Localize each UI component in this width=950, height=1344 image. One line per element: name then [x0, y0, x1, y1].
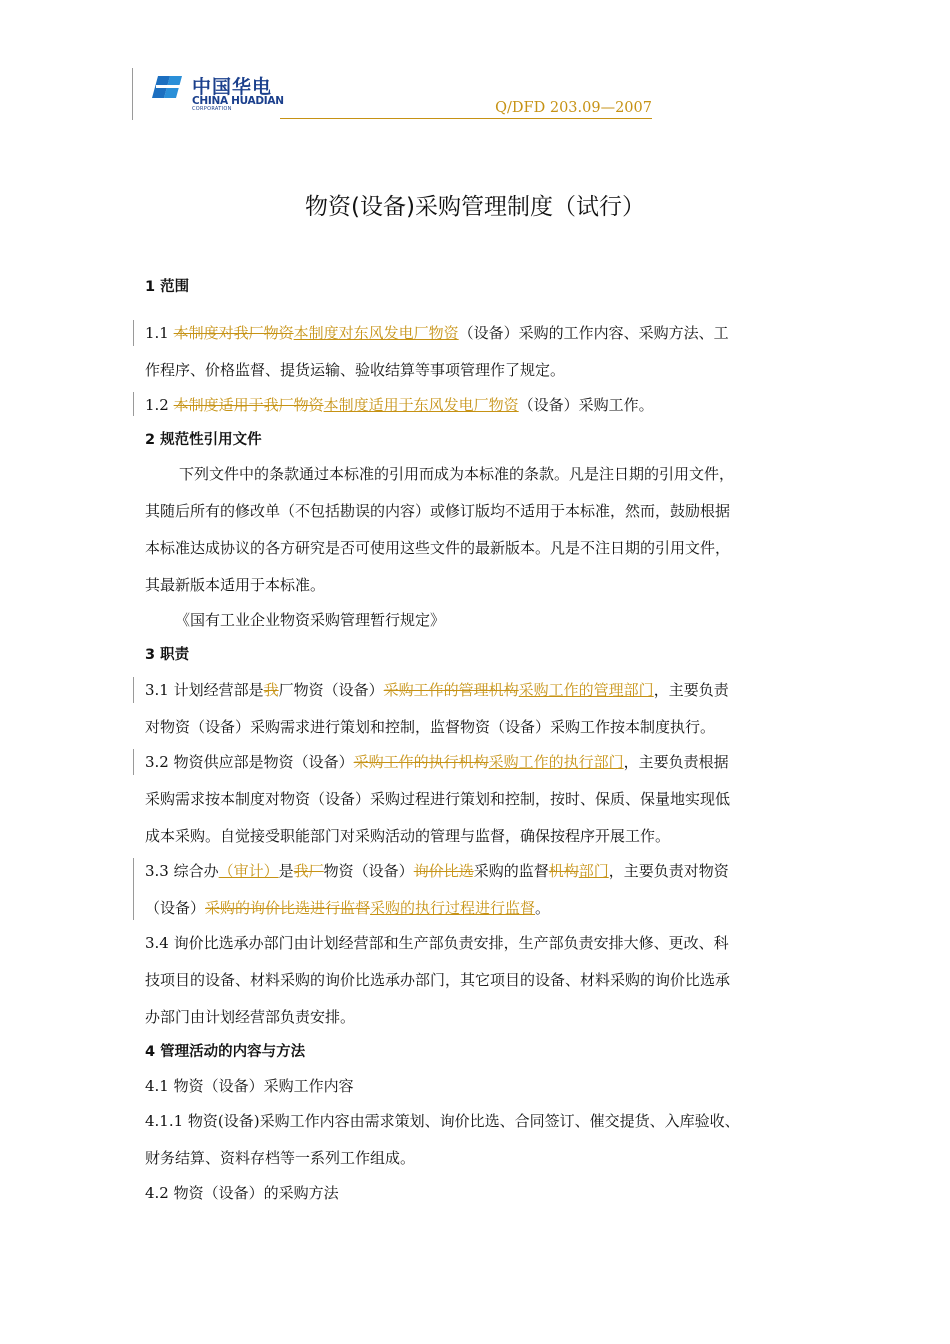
text: 。	[535, 899, 551, 917]
inserted-text: 本制度适用于东风发电厂物资	[323, 396, 519, 414]
paragraph-4-2: 4.2 物资（设备）的采购方法	[145, 1184, 339, 1202]
paragraph-3-2-cont1: 采购需求按本制度对物资（设备）采购过程进行策划和控制，按时、保质、保量地实现低	[145, 790, 731, 808]
inserted-text: 采购工作的执行部门	[488, 753, 624, 771]
paragraph-4-1-1-line2: 财务结算、资料存档等一系列工作组成。	[145, 1149, 416, 1167]
logo-text-corp: CORPORATION	[192, 106, 232, 112]
paragraph-3-1	[145, 679, 825, 701]
paragraph-3-3	[145, 860, 825, 882]
text: 是	[278, 862, 294, 880]
text: ，主要负责对物资	[608, 862, 729, 880]
text: （设备）采购的工作内容、采购方法、工	[458, 324, 729, 342]
paragraph-2-line4: 其最新版本适用于本标准。	[145, 576, 326, 594]
text: （设备）	[145, 899, 206, 917]
text: ，主要负责	[653, 681, 729, 699]
deleted-text: 本制度适用于我厂物资	[173, 396, 324, 414]
deleted-text: 我厂	[293, 862, 324, 880]
inserted-text: 本制度对东风发电厂物资	[293, 324, 459, 342]
paragraph-1-1	[145, 322, 825, 344]
paragraph-3-3-cont	[145, 897, 825, 919]
page-title: 物资(设备)采购管理制度（试行）	[305, 194, 645, 220]
text: （设备）采购工作。	[518, 396, 654, 414]
text: 物资（设备）	[323, 862, 414, 880]
paragraph-3-1-cont: 对物资（设备）采购需求进行策划和控制，监督物资（设备）采购工作按本制度执行。	[145, 718, 716, 736]
logo-text-cn: 中国华电	[192, 76, 273, 98]
paragraph-1-1-cont: 作程序、价格监督、提货运输、验收结算等事项管理作了规定。	[145, 361, 566, 379]
change-bar	[133, 858, 134, 920]
paragraph-3-2	[145, 751, 825, 773]
reference-document: 《国有工业企业物资采购管理暂行规定》	[175, 611, 446, 629]
text: 采购的监督	[473, 862, 549, 880]
paragraph-3-4-line2: 技项目的设备、材料采购的询价比选承办部门，其它项目的设备、材料采购的询价比选承	[145, 971, 731, 989]
paragraph-4-1-1-line1: 4.1.1 物资(设备)采购工作内容由需求策划、询价比选、合同签订、催交提货、入库验收、	[145, 1112, 740, 1130]
section-2-heading: 2 规范性引用文件	[145, 432, 262, 448]
deleted-text: 机构	[548, 862, 579, 880]
logo-text-en: CHINA HUADIAN	[192, 95, 284, 107]
inserted-text: 部门	[578, 862, 609, 880]
paragraph-2-line1: 下列文件中的条款通过本标准的引用而成为本标准的条款。凡是注日期的引用文件，	[179, 465, 735, 483]
section-1-heading: 1 范围	[145, 279, 190, 295]
deleted-text: 我	[263, 681, 279, 699]
paragraph-3-4-line3: 办部门由计划经营部负责安排。	[145, 1008, 356, 1026]
text: 厂物资（设备）	[278, 681, 384, 699]
paragraph-3-2-cont2: 成本采购。自觉接受职能部门对采购活动的管理与监督，确保按程序开展工作。	[145, 827, 671, 845]
text: ，主要负责根据	[623, 753, 729, 771]
text: 1.1	[145, 324, 174, 342]
paragraph-4-1: 4.1 物资（设备）采购工作内容	[145, 1077, 354, 1095]
paragraph-3-4-line1: 3.4 询价比选承办部门由计划经营部和生产部负责安排，生产部负责安排大修、更改、科	[145, 934, 729, 952]
change-bar	[133, 677, 134, 703]
deleted-text: 采购的询价比选进行监督	[205, 899, 371, 917]
change-bar	[133, 749, 134, 775]
inserted-text: 采购工作的管理部门	[518, 681, 654, 699]
change-bar	[133, 320, 134, 346]
text: 3.3 综合办	[145, 862, 219, 880]
section-4-heading: 4 管理活动的内容与方法	[145, 1044, 306, 1060]
header-divider	[132, 68, 133, 120]
text: 1.2	[145, 396, 174, 414]
china-huadian-logo-icon	[150, 76, 188, 98]
deleted-text: 本制度对我厂物资	[173, 324, 294, 342]
deleted-text: 询价比选	[413, 862, 474, 880]
document-number: Q/DFD 203.09—2007	[280, 100, 652, 119]
inserted-text: 采购的执行过程进行监督	[370, 899, 536, 917]
paragraph-1-2	[145, 394, 825, 416]
paragraph-2-line3: 本标准达成协议的各方研究是否可使用这些文件的最新版本。凡是不注日期的引用文件，	[145, 539, 731, 557]
section-3-heading: 3 职责	[145, 647, 190, 663]
paragraph-2-line2: 其随后所有的修改单（不包括勘误的内容）或修订版均不适用于本标准，然而，鼓励根据	[145, 502, 731, 520]
deleted-text: 采购工作的执行机构	[353, 753, 489, 771]
text: 3.2 物资供应部是物资（设备）	[145, 753, 354, 771]
change-bar	[133, 392, 134, 416]
text: 3.1 计划经营部是	[145, 681, 264, 699]
deleted-text: 采购工作的管理机构	[383, 681, 519, 699]
inserted-text: （审计）	[218, 862, 279, 880]
